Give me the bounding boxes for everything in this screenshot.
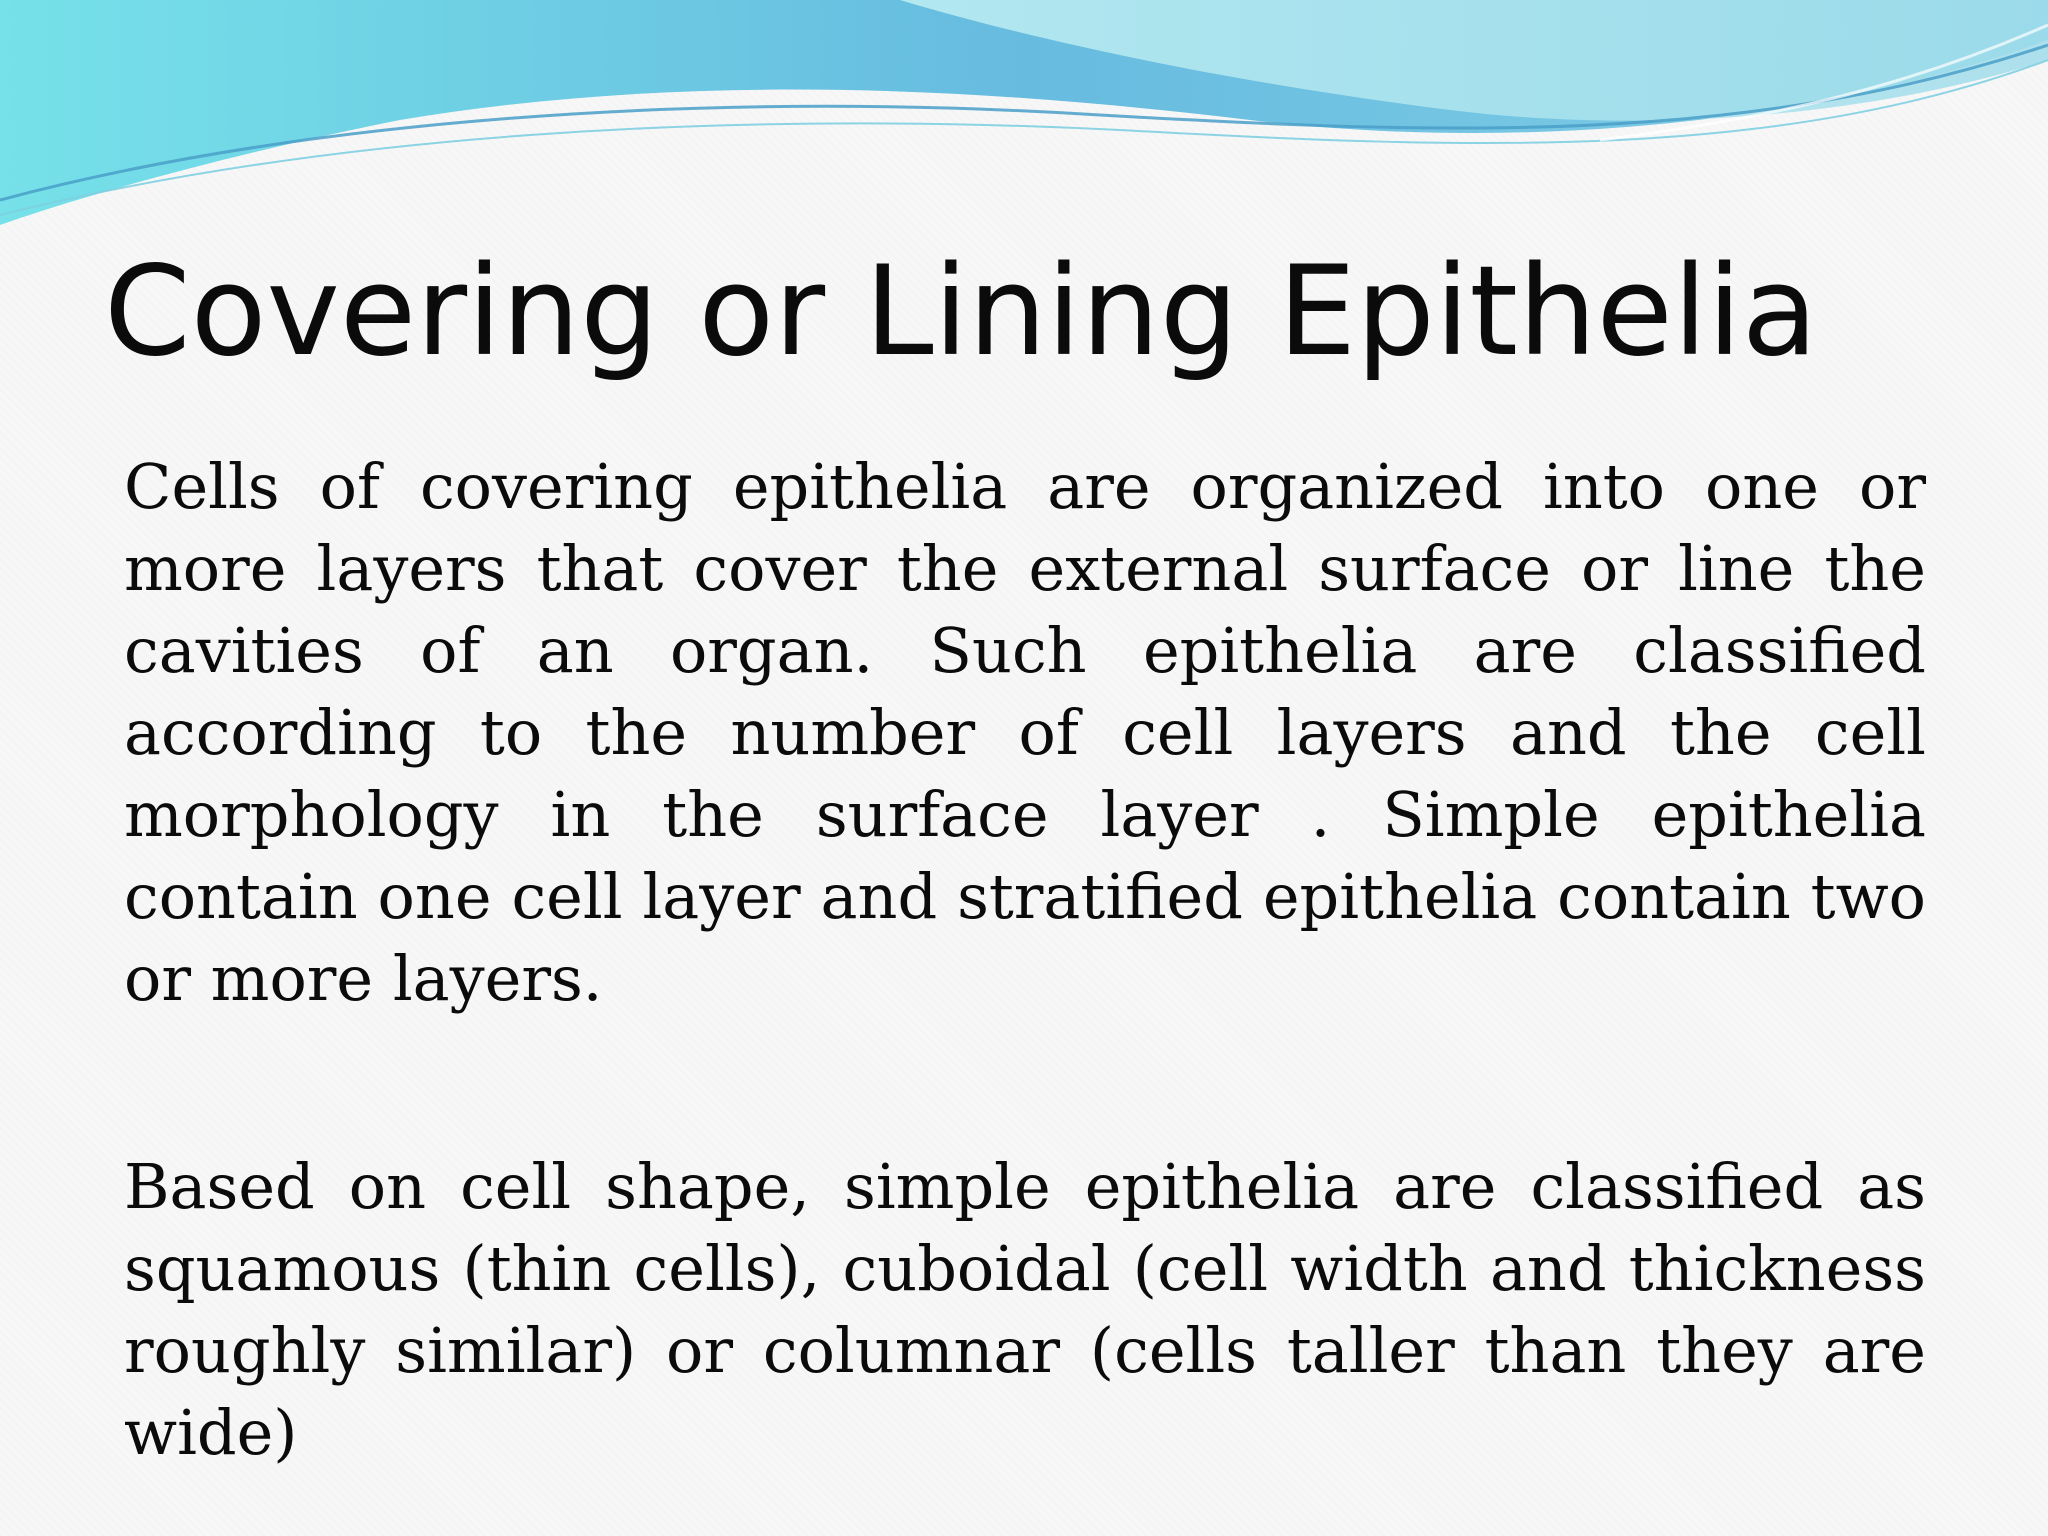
slide-title: Covering or Lining Epithelia xyxy=(104,240,1818,384)
slide-body xyxy=(124,446,1926,1474)
body-paragraph: Based on cell shape, simple epithelia are classified as squamous (thin cells), cuboidal (cell width and thickness roughly similar) or columnar (cells taller than they are wide) xyxy=(124,1150,1926,1469)
body-paragraph: Cells of covering epithelia are organized into one or more layers that cover the external surface or line the cavities of an organ. Such epithelia are classified according to the number of cell layers and the cell morphology in the surface layer . Simple epithelia contain one cell layer and stratified epithelia contain two or more layers. xyxy=(124,450,1926,1015)
header-wave-decoration xyxy=(0,0,2048,240)
